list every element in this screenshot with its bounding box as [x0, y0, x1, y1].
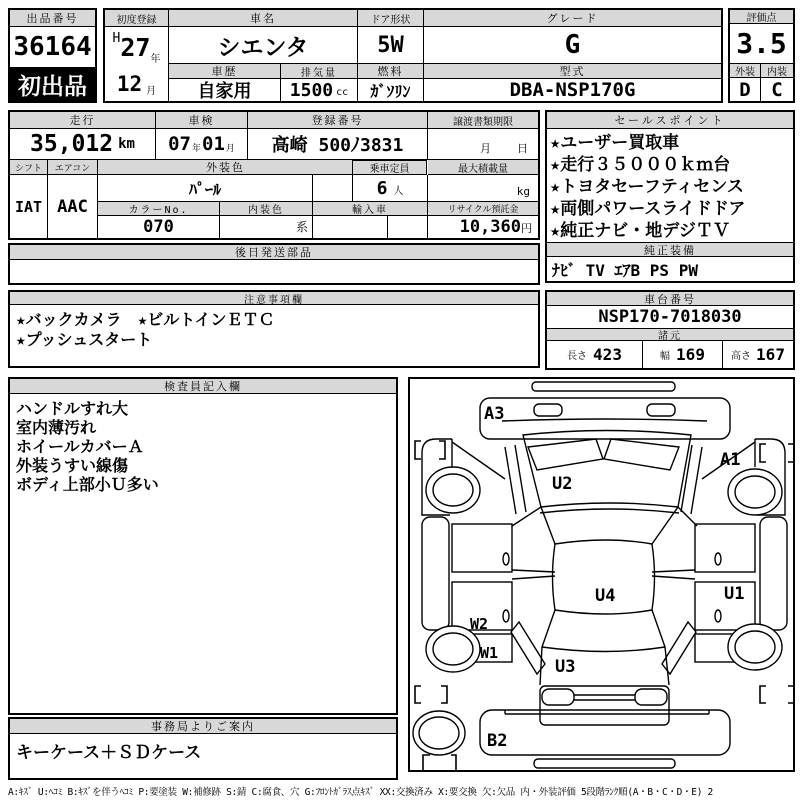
- vehicle-header-table: [103, 8, 723, 103]
- auction-number: 36164: [13, 32, 92, 62]
- registration-number: 高崎 500ﾉ3831: [248, 129, 428, 160]
- car-name: シエンタ: [169, 27, 358, 64]
- year-suffix: 年: [150, 54, 161, 65]
- diagram-label-u3: U3: [555, 657, 576, 677]
- height-value: 167: [756, 345, 785, 364]
- int-color-suffix: 系: [295, 220, 308, 234]
- month-suffix: 月: [146, 86, 157, 97]
- mileage: 35,012: [30, 131, 114, 157]
- notes-list: [10, 308, 538, 364]
- shift-label: シフト: [10, 160, 48, 175]
- sales-point: ★両側パワースライドドア: [550, 199, 746, 219]
- import-cell-2: [388, 216, 428, 238]
- first-reg-month: 12: [116, 72, 143, 96]
- mileage-unit: km: [118, 136, 135, 152]
- inspection-label: 車検: [156, 112, 248, 129]
- displacement-label: 排気量: [281, 64, 358, 79]
- inspector-notes-list: [10, 397, 396, 496]
- transfer-month-suffix: 月: [480, 142, 491, 155]
- inspector-line: 外装うすい線傷: [16, 456, 129, 475]
- details-table: [8, 110, 540, 240]
- inspector-line: 室内薄汚れ: [16, 418, 97, 437]
- width-cell: [643, 341, 723, 368]
- notes-box: [8, 290, 540, 368]
- first-reg-year-cell: [105, 27, 169, 67]
- width-label: 幅: [660, 351, 671, 362]
- diagram-label-w1: W1: [480, 644, 499, 662]
- transfer-docs-label: 譲渡書類期限: [428, 112, 538, 129]
- auction-number-label: 出品番号: [10, 10, 95, 27]
- length-cell: [547, 341, 643, 368]
- capacity-unit: 人: [393, 186, 404, 197]
- diagram-label-a1: A1: [720, 450, 741, 470]
- recycle-cell: [428, 216, 538, 238]
- office-info-label: 事務局よりご案内: [10, 719, 396, 734]
- shift-value: IAT: [10, 175, 48, 238]
- car-name-label: 車名: [169, 10, 358, 27]
- height-label: 高さ: [731, 351, 752, 362]
- color-no-value: 070: [98, 216, 220, 238]
- interior-grade: C: [771, 78, 783, 101]
- first-reg-year: 27: [120, 32, 151, 62]
- hood-shape: [540, 686, 669, 725]
- ext-color-label: 外装色: [98, 160, 353, 175]
- model-code-label: 型式: [424, 64, 721, 79]
- specs-label: 諸元: [547, 328, 793, 341]
- door-handle: [715, 553, 721, 565]
- chassis-number: NSP170-7018030: [598, 307, 742, 327]
- history: 自家用: [169, 79, 281, 101]
- sales-points-box: [545, 110, 795, 283]
- width-value: 169: [676, 345, 705, 364]
- diagram-label-u2: U2: [552, 474, 573, 494]
- oem-equipment: ﾅﾋﾞ TV ｴｱB PS PW: [552, 260, 698, 280]
- rear-gate-shape: [480, 398, 730, 439]
- shipping-parts-content: [10, 260, 538, 283]
- sales-point: ★トヨタセーフティセンス: [550, 177, 744, 197]
- displacement-unit: cc: [336, 87, 349, 98]
- notes-label: 注意事項欄: [10, 292, 538, 305]
- capacity-label: 乗車定員: [352, 160, 427, 175]
- diagram-label-a3: A3: [484, 404, 505, 424]
- sales-points-list: [547, 131, 793, 241]
- inspector-line: ハンドルすれ大: [16, 399, 129, 418]
- first-reg-month-cell: [105, 67, 169, 101]
- import-label: 輸入車: [313, 202, 428, 216]
- exterior-grade: D: [730, 78, 761, 101]
- inspection-month: 01: [202, 133, 225, 155]
- sales-points-label: セールスポイント: [547, 112, 793, 129]
- chassis-box: [545, 290, 795, 370]
- auction-number-box: [8, 8, 97, 103]
- exterior-grade-label: 外装: [730, 64, 761, 78]
- first-listing-badge: 初出品: [10, 67, 95, 101]
- history-label: 車歴: [169, 64, 281, 79]
- shipping-parts-label: 後日発送部品: [10, 245, 538, 260]
- front-bumper-shape: [480, 710, 730, 755]
- score-value: 3.5: [730, 24, 793, 64]
- reg-no-label: 登録番号: [248, 112, 428, 129]
- length-value: 423: [593, 345, 622, 364]
- car-damage-diagram: [410, 379, 793, 770]
- aircon-label: エアコン: [48, 160, 98, 175]
- color-no-label: カラーNo.: [98, 202, 220, 216]
- ext-color-extra-cell: [313, 175, 353, 202]
- oem-equipment-label: 純正装備: [547, 242, 793, 257]
- damage-labels: [470, 404, 744, 751]
- model-code: DBA-NSP170G: [509, 79, 636, 101]
- max-load-label: 最大積載量: [428, 160, 538, 175]
- diagram-label-b2: B2: [487, 731, 508, 751]
- grade: G: [424, 27, 721, 64]
- first-reg-label: 初度登録: [105, 10, 169, 27]
- diagram-label-u1: U1: [724, 584, 745, 604]
- height-cell: [723, 341, 793, 368]
- rear-bumper-shape: [532, 382, 675, 391]
- displacement: 1500: [289, 79, 334, 101]
- ext-color-value: ﾊﾟｰﾙ: [98, 175, 313, 202]
- inspection-cell: [156, 129, 248, 160]
- inspector-notes-box: [8, 377, 398, 715]
- windshield-shape: [511, 610, 696, 685]
- max-load-unit: kg: [516, 185, 530, 198]
- pillar-fold-lines: [452, 442, 755, 544]
- fuel-label: 燃料: [358, 64, 424, 79]
- fuel: ｶﾞｿﾘﾝ: [358, 79, 424, 101]
- mileage-label: 走行: [10, 112, 156, 129]
- note-line: ★プッシュスタート: [16, 330, 153, 349]
- door-handle: [503, 610, 509, 622]
- capacity-cell: [353, 175, 428, 202]
- inspector-notes-label: 検査員記入欄: [10, 379, 396, 394]
- era-letter: H: [112, 31, 121, 46]
- office-info-box: [8, 717, 398, 780]
- inspection-month-suffix: 月: [225, 144, 235, 154]
- recycle-value: 10,360: [459, 217, 521, 237]
- mileage-cell: [10, 129, 156, 160]
- import-cell-1: [313, 216, 388, 238]
- sales-point: ★ユーザー買取車: [550, 133, 680, 153]
- chassis-number-label: 車台番号: [547, 292, 793, 306]
- car-diagram-box: [408, 377, 795, 772]
- recycle-label: リサイクル預託金: [428, 202, 538, 216]
- interior-grade-label: 内装: [761, 64, 793, 78]
- inspector-line: ボディ上部小Ｕ多い: [16, 475, 159, 494]
- transfer-day-suffix: 日: [517, 142, 528, 155]
- wheels: [413, 467, 782, 755]
- length-label: 長さ: [567, 351, 588, 362]
- note-line: ★バックカメラ ★ビルトインＥＴＣ: [16, 310, 275, 329]
- score-label: 評価点: [730, 10, 793, 24]
- grade-label: グレード: [424, 10, 721, 27]
- door-shape: 5W: [358, 27, 424, 64]
- diagram-label-u4: U4: [595, 586, 616, 606]
- recycle-unit: 円: [521, 222, 532, 235]
- capacity-value: 6: [376, 177, 388, 199]
- inspection-year-suffix: 年: [191, 144, 201, 154]
- sales-point: ★走行３５０００ｋｍ台: [550, 155, 731, 175]
- roof-shape: [523, 431, 691, 514]
- inspector-line: ホイールカバーＡ: [16, 437, 144, 456]
- diagram-label-w2: W2: [470, 615, 489, 633]
- int-color-cell: [220, 216, 313, 238]
- footer-legend: A:ｷｽﾞ U:ﾍｺﾐ B:ｷｽﾞを伴うﾍｺﾐ P:要塗装 W:補修跡 S:錆 C:腐食、穴 G:ﾌﾛﾝﾄｶﾞﾗｽ点ｷｽﾞ XX:交換済み X:要交換 欠:欠品 内・外装評価 5段階ﾗﾝｸ順(A・B・C・D・E) 2: [8, 787, 713, 798]
- door-handle: [715, 610, 721, 622]
- int-color-label: 内装色: [220, 202, 313, 216]
- inspection-year: 07: [168, 133, 191, 155]
- aircon-value: AAC: [48, 175, 98, 238]
- rear-window-shapes: [528, 439, 679, 470]
- door-shape-label: ドア形状: [358, 10, 424, 27]
- office-info-content: キーケース＋ＳＤケース: [16, 743, 202, 763]
- front-lip-shape: [534, 759, 675, 768]
- shipping-parts-box: [8, 243, 540, 285]
- door-handle: [503, 553, 509, 565]
- displacement-cell: [281, 79, 358, 101]
- score-box: [728, 8, 795, 103]
- sales-point: ★純正ナビ・地デジＴＶ: [550, 221, 730, 241]
- max-load-cell: [428, 175, 538, 202]
- transfer-docs-cell: [428, 129, 538, 160]
